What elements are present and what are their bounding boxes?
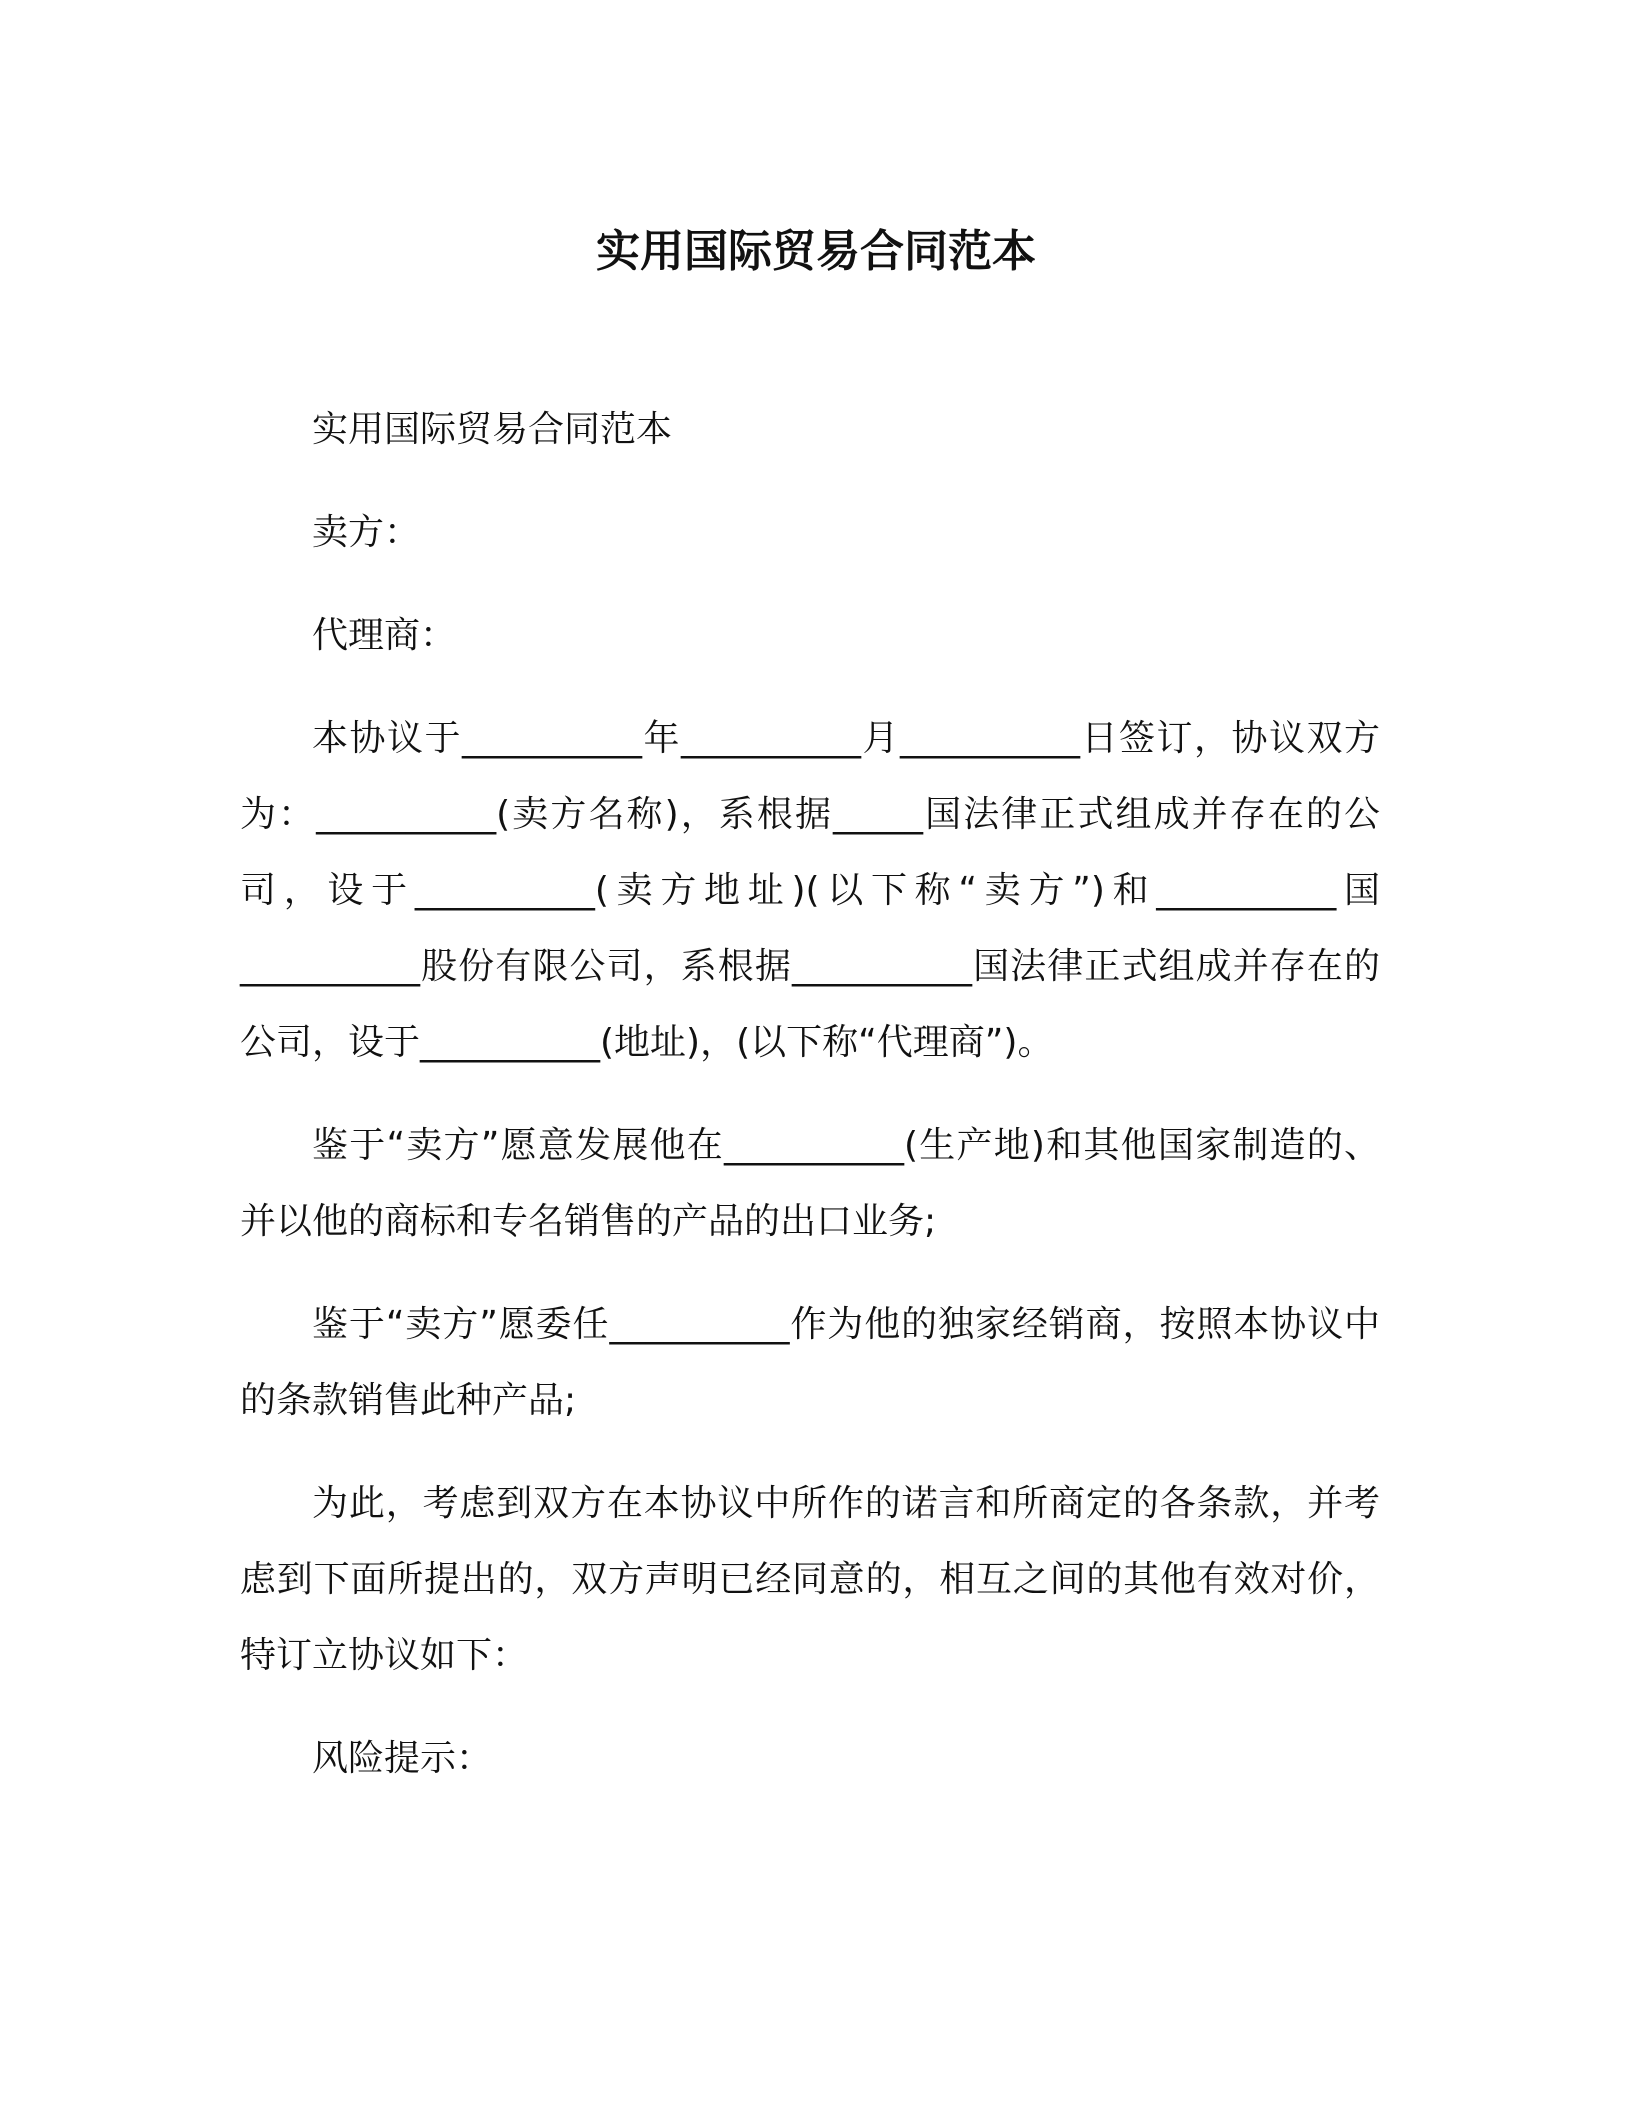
document-title: 实用国际贸易合同范本 — [596, 226, 1036, 277]
subtitle-paragraph: 实用国际贸易合同范本 — [312, 409, 673, 450]
agreement-parties-paragraph: 本协议于__________年__________月__________日签订，协议双方为：__________(卖方名称)，系根据_____国法律正式组成并存在的公司，设于__________(卖方地址)(以下称“卖方”)和__________国__________股份有限公司，系根据__________国法律正式组成并存在的公司，设于__________(地址)，(以下称“代理商”)。 — [240, 718, 1380, 1063]
whereas-paragraph-1: 鉴于“卖方”愿意发展他在__________(生产地)和其他国家制造的、并以他的商标和专名销售的产品的出口业务; — [240, 1125, 1380, 1242]
document-body — [240, 392, 1380, 1824]
risk-notice-label: 风险提示： — [312, 1738, 493, 1779]
seller-label: 卖方： — [312, 512, 421, 553]
consideration-paragraph: 为此，考虑到双方在本协议中所作的诺言和所商定的各条款，并考虑到下面所提出的，双方声明已经同意的，相互之间的其他有效对价，特订立协议如下： — [240, 1483, 1380, 1676]
whereas-paragraph-2: 鉴于“卖方”愿委任__________作为他的独家经销商，按照本协议中的条款销售此种产品; — [240, 1304, 1380, 1421]
agent-label: 代理商： — [312, 615, 457, 656]
